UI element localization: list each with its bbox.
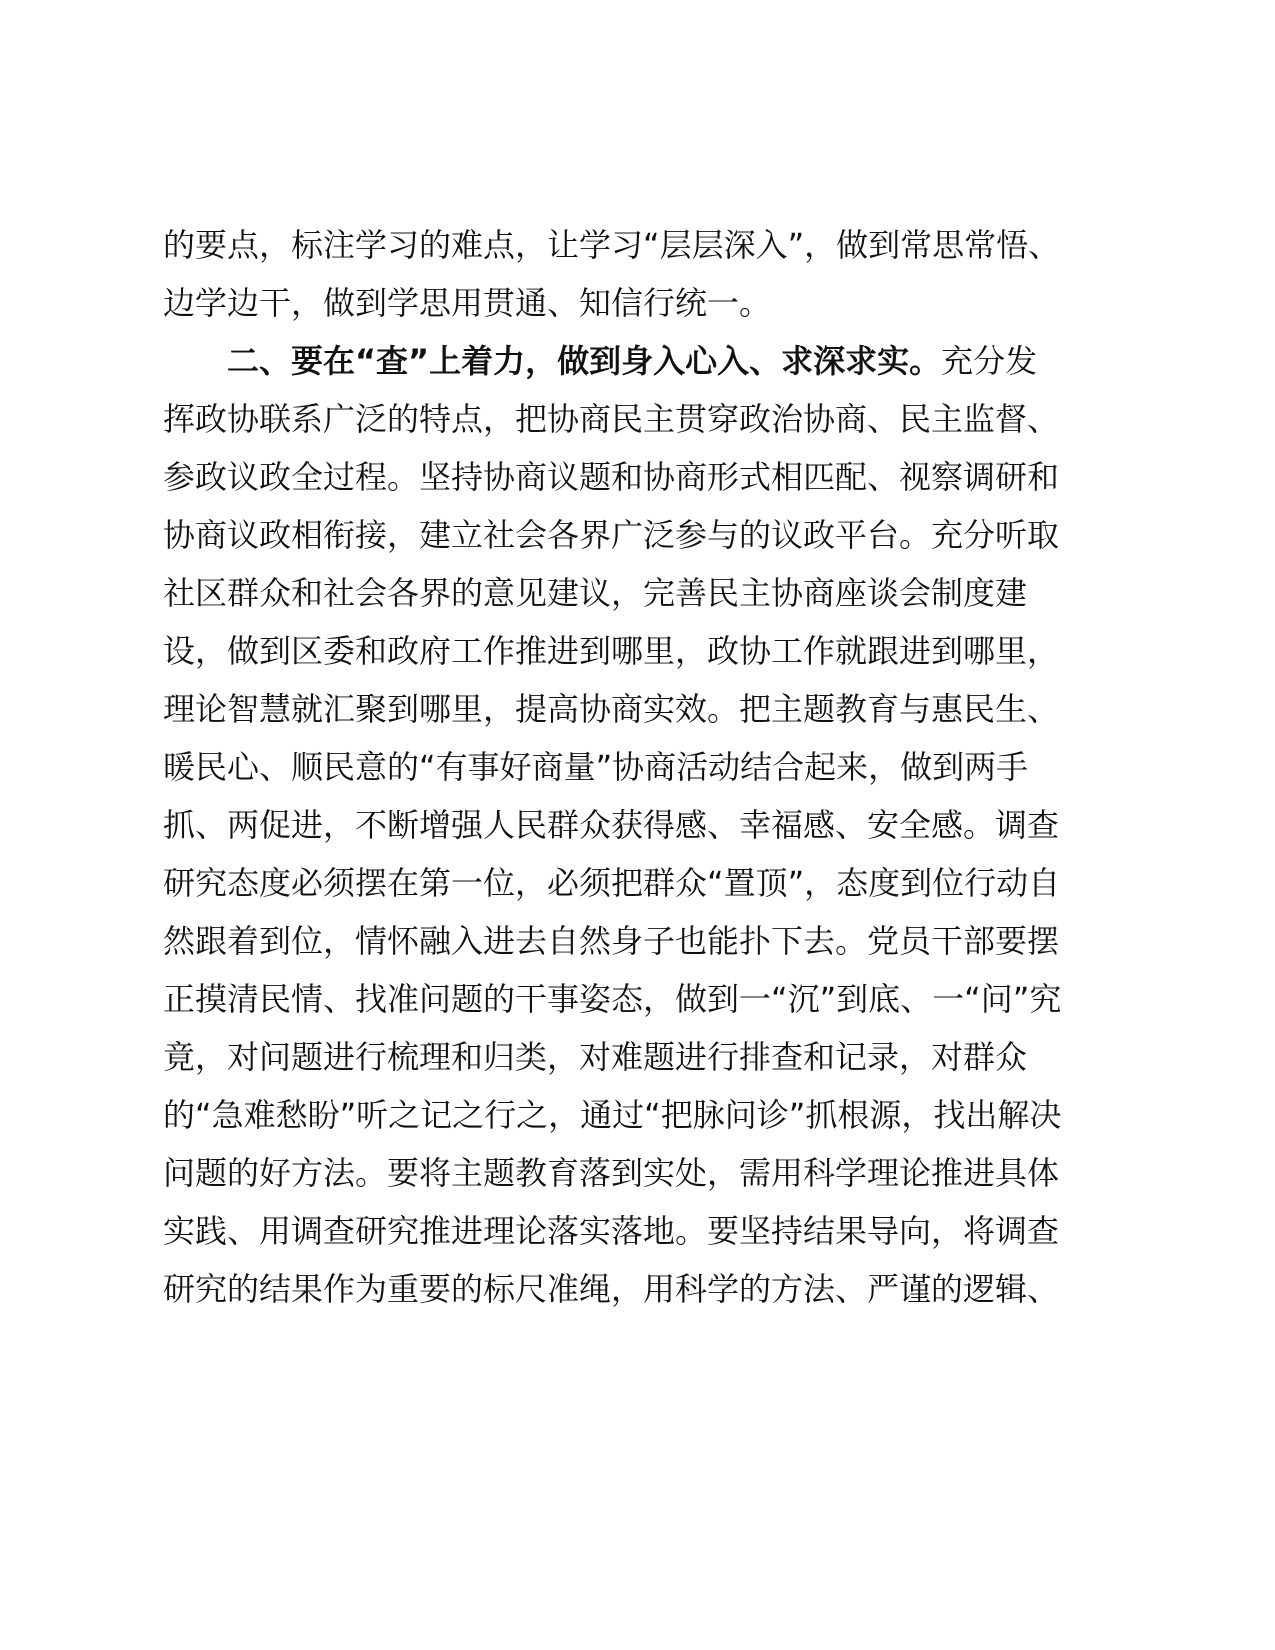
text-line: 边学边干，做到学思用贯通、知信行统一。 xyxy=(163,284,772,322)
text-line: 的“急难愁盼”听之记之行之，通过“把脉问诊”抓根源，找出解决 xyxy=(163,1096,1062,1134)
section-first-line xyxy=(163,332,1103,390)
text-line: 参政议政全过程。坚持协商议题和协商形式相匹配、视察调研和 xyxy=(163,458,1060,496)
text-line: 研究的结果作为重要的标尺准绳，用科学的方法、严谨的逻辑、 xyxy=(163,1270,1060,1308)
text-line: 研究态度必须摆在第一位，必须把群众“置顶”，态度到位行动自 xyxy=(163,864,1061,902)
text-line: 实践、用调查研究推进理论落实落地。要坚持结果导向，将调查 xyxy=(163,1212,1060,1250)
text-line: 正摸清民情、找准问题的干事姿态，做到一“沉”到底、一“问”究 xyxy=(163,980,1062,1018)
document-body xyxy=(163,216,1103,1318)
text-line: 挥政协联系广泛的特点，把协商民主贯穿政治协商、民主监督、 xyxy=(163,400,1060,438)
text-line: 的要点，标注学习的难点，让学习“层层深入”，做到常思常悟、 xyxy=(163,226,1061,264)
text-line: 抓、两促进，不断增强人民群众获得感、幸福感、安全感。调查 xyxy=(163,806,1060,844)
text-line: 协商议政相衔接，建立社会各界广泛参与的议政平台。充分听取 xyxy=(163,516,1060,554)
text-line: 暖民心、顺民意的“有事好商量”协商活动结合起来，做到两手 xyxy=(163,748,1029,786)
section-heading: 二、要在“查”上着力，做到身入心入、求深求实。 xyxy=(227,342,942,380)
text-line: 竟，对问题进行梳理和归类，对难题进行排查和记录，对群众 xyxy=(163,1038,1028,1076)
text-line: 社区群众和社会各界的意见建议，完善民主协商座谈会制度建 xyxy=(163,574,1028,612)
text-line: 问题的好方法。要将主题教育落到实处，需用科学理论推进具体 xyxy=(163,1154,1060,1192)
text-line: 设，做到区委和政府工作推进到哪里，政协工作就跟进到哪里， xyxy=(163,632,1060,670)
text-line: 然跟着到位，情怀融入进去自然身子也能扑下去。党员干部要摆 xyxy=(163,922,1060,960)
text-line: 理论智慧就汇聚到哪里，提高协商实效。把主题教育与惠民生、 xyxy=(163,690,1060,728)
section-first-line-rest: 充分发 xyxy=(941,342,1038,380)
